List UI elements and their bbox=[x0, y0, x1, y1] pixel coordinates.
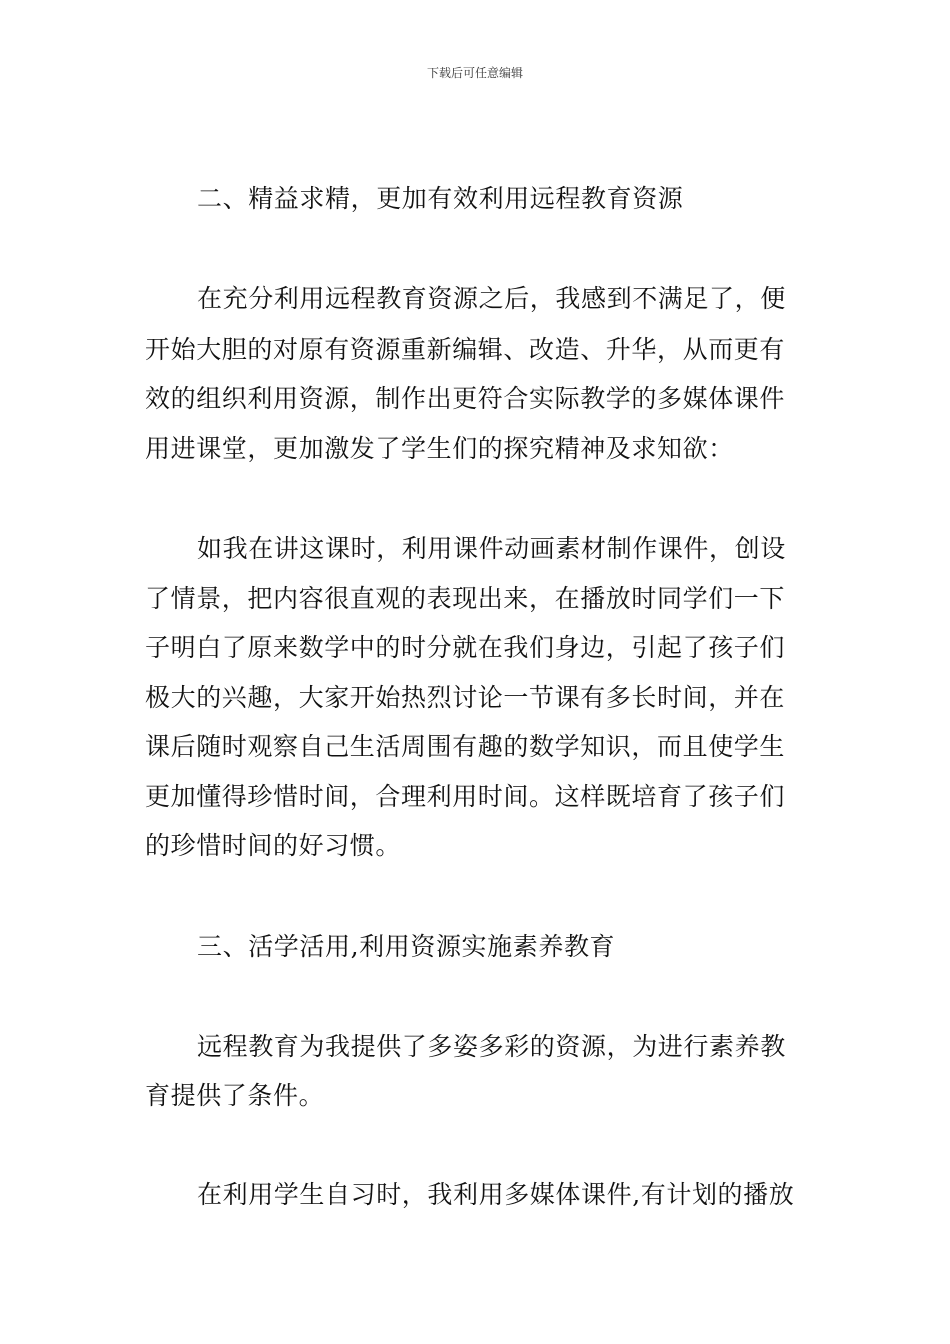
section-heading: 二、精益求精，更加有效利用远程教育资源 bbox=[197, 184, 684, 213]
section-heading: 三、活学活用,利用资源实施素养教育 bbox=[197, 932, 616, 961]
paragraph-line: 在充分利用远程教育资源之后，我感到不满足了，便 bbox=[197, 284, 786, 313]
paragraph-line: 子明白了原来数学中的时分就在我们身边，引起了孩子们 bbox=[145, 633, 786, 662]
paragraph-line: 效的组织利用资源，制作出更符合实际教学的多媒体课件 bbox=[145, 384, 786, 413]
paragraph-line: 开始大胆的对原有资源重新编辑、改造、升华，从而更有 bbox=[145, 335, 786, 364]
paragraph-line: 用进课堂，更加激发了学生们的探究精神及求知欲： bbox=[145, 434, 734, 463]
paragraph-line: 远程教育为我提供了多姿多彩的资源，为进行素养教 bbox=[197, 1032, 786, 1061]
paragraph-line: 更加懂得珍惜时间，合理利用时间。这样既培育了孩子们 bbox=[145, 782, 786, 811]
paragraph-line: 的珍惜时间的好习惯。 bbox=[145, 831, 402, 860]
paragraph-line: 了情景，把内容很直观的表现出来，在播放时同学们一下 bbox=[145, 584, 786, 613]
paragraph-line: 在利用学生自习时，我利用多媒体课件,有计划的播放 bbox=[197, 1180, 795, 1209]
paragraph-line: 育提供了条件。 bbox=[145, 1081, 325, 1110]
page-header: 下载后可任意编辑 bbox=[426, 66, 523, 80]
paragraph-line: 如我在讲这课时，利用课件动画素材制作课件，创设 bbox=[197, 534, 786, 563]
paragraph-line: 课后随时观察自己生活周围有趣的数学知识，而且使学生 bbox=[145, 732, 786, 761]
paragraph-line: 极大的兴趣，大家开始热烈讨论一节课有多长时间，并在 bbox=[145, 683, 786, 712]
